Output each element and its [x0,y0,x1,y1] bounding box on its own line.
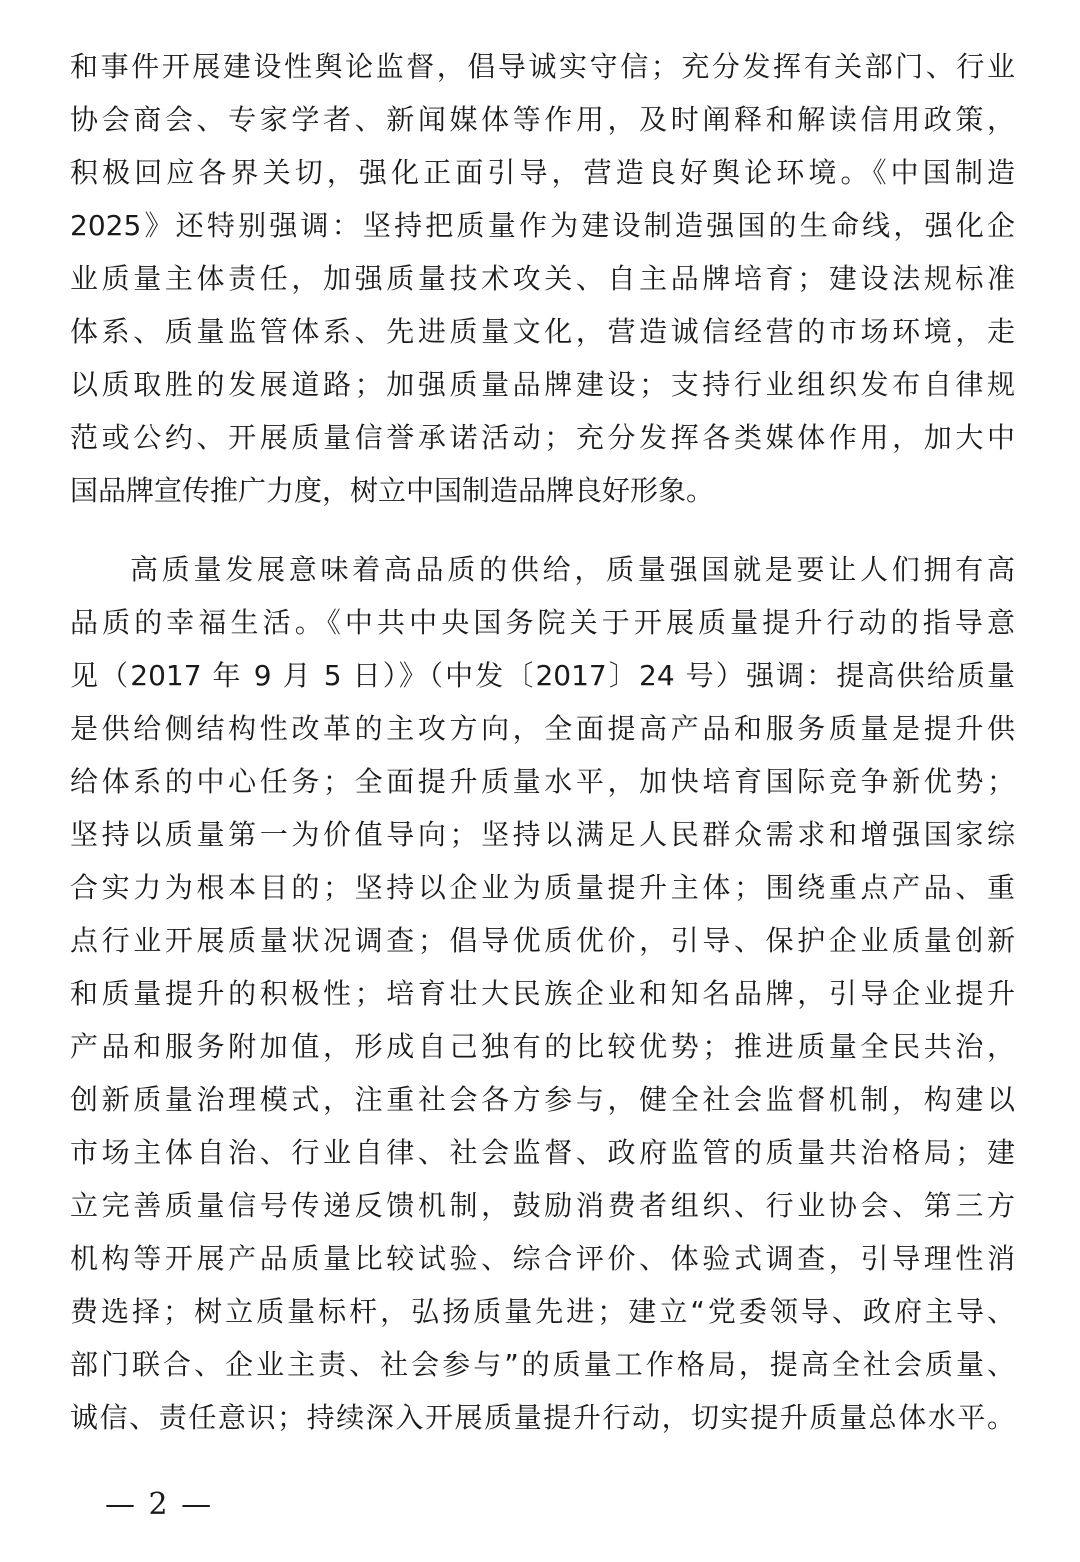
paragraph-line: 和质量提升的积极性；培育壮大民族企业和知名品牌，引导企业提升 [70,977,1015,1010]
paragraph-line: 国品牌宣传推广力度，树立中国制造品牌良好形象。 [70,474,715,507]
paragraph-line: 诚信、责任意识；持续深入开展质量提升行动，切实提升质量总体水平。 [70,1401,1015,1434]
paragraph-line: 2025》还特别强调：坚持把质量作为建设制造强国的生命线，强化企 [70,209,1015,242]
paragraph-line: 市场主体自治、行业自律、社会监督、政府监管的质量共治格局；建 [70,1136,1015,1169]
paragraph-line: 体系、质量监管体系、先进质量文化，营造诚信经营的市场环境，走 [70,315,1015,348]
paragraph-line: 和事件开展建设性舆论监督，倡导诚实守信；充分发挥有关部门、行业 [70,50,1015,83]
paragraph-line: 是供给侧结构性改革的主攻方向，全面提高产品和服务质量是提升供 [70,712,1015,745]
paragraph-line: 以质取胜的发展道路；加强质量品牌建设；支持行业组织发布自律规 [70,368,1015,401]
paragraph-line: 产品和服务附加值，形成自己独有的比较优势；推进质量全民共治， [70,1030,1015,1063]
page-number: — 2 — [105,1487,214,1522]
paragraph-line: 点行业开展质量状况调查；倡导优质优价，引导、保护企业质量创新 [70,924,1015,957]
paragraph-line: 高质量发展意味着高品质的供给，质量强国就是要让人们拥有高 [130,553,1015,586]
paragraph-line: 部门联合、企业主责、社会参与”的质量工作格局，提高全社会质量、 [70,1348,1015,1381]
paragraph-line: 合实力为根本目的；坚持以企业为质量提升主体；围绕重点产品、重 [70,871,1015,904]
paragraph-line: 给体系的中心任务；全面提升质量水平，加快培育国际竞争新优势； [70,765,1015,798]
paragraph-line: 立完善质量信号传递反馈机制，鼓励消费者组织、行业协会、第三方 [70,1189,1015,1222]
paragraph-line: 见（2017 年 9 月 5 日）》（中发〔2017〕24 号）强调：提高供给质量 [70,659,1015,692]
paragraph-1 [70,40,1015,517]
paragraph-line: 机构等开展产品质量比较试验、综合评价、体验式调查，引导理性消 [70,1242,1015,1275]
paragraph-line: 业质量主体责任，加强质量技术攻关、自主品牌培育；建设法规标准 [70,262,1015,295]
paragraph-line: 费选择；树立质量标杆，弘扬质量先进；建立“党委领导、政府主导、 [70,1295,1015,1328]
paragraph-line: 协会商会、专家学者、新闻媒体等作用，及时阐释和解读信用政策， [70,103,1015,136]
paragraph-line: 坚持以质量第一为价值导向；坚持以满足人民群众需求和增强国家综 [70,818,1015,851]
paragraph-2 [70,543,1015,1444]
paragraph-line: 范或公约、开展质量信誉承诺活动；充分发挥各类媒体作用，加大中 [70,421,1015,454]
paragraph-line: 品质的幸福生活。《中共中央国务院关于开展质量提升行动的指导意 [70,606,1015,639]
paragraph-line: 积极回应各界关切，强化正面引导，营造良好舆论环境。《中国制造 [70,156,1015,189]
paragraph-line: 创新质量治理模式，注重社会各方参与，健全社会监督机制，构建以 [70,1083,1015,1116]
